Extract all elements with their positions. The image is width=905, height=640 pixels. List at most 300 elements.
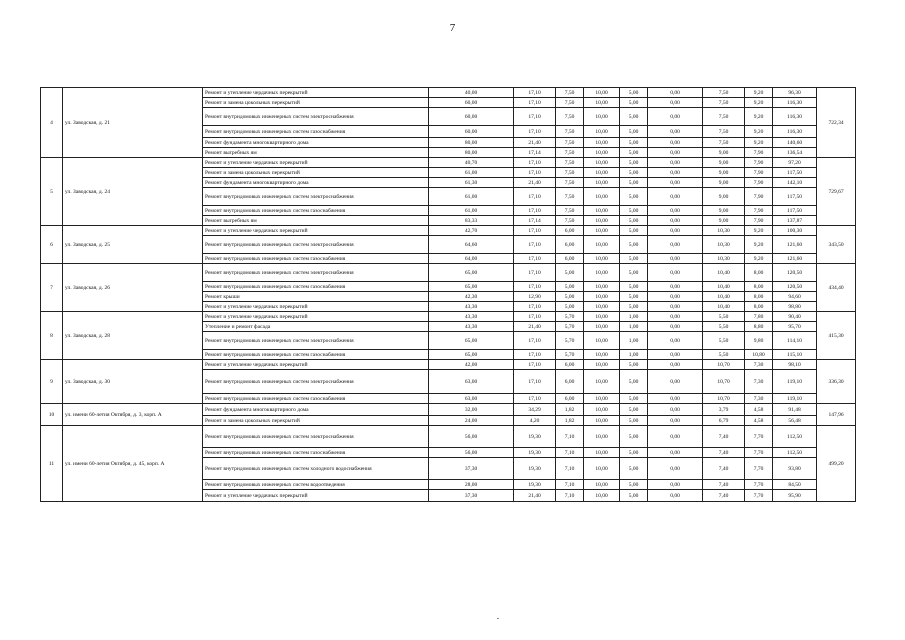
value-cell: 5,00 <box>620 138 648 148</box>
value-cell: 100,30 <box>773 226 817 236</box>
work-type-cell: Ремонт внутридомовых инженерных систем электроснабжения <box>203 108 429 126</box>
value-cell: 0,00 <box>648 216 703 226</box>
value-cell: 10,00 <box>584 98 620 108</box>
work-type-cell: Ремонт внутридомовых инженерных систем газоснабжения <box>203 448 429 458</box>
value-cell: 10,00 <box>584 254 620 264</box>
value-cell: 93,80 <box>773 458 817 480</box>
value-cell: 7,10 <box>556 490 584 502</box>
table-row <box>41 88 856 98</box>
value-cell: 9,80 <box>745 332 773 350</box>
value-cell: 10,00 <box>584 206 620 216</box>
value-cell: 21,40 <box>514 322 556 332</box>
value-cell: 17,10 <box>514 88 556 98</box>
value-cell: 21,40 <box>514 138 556 148</box>
value-cell: 10,00 <box>584 226 620 236</box>
table-row <box>41 264 856 282</box>
row-number: 6 <box>41 226 63 264</box>
value-cell: 0,00 <box>648 168 703 178</box>
house-total-cell: 147,96 <box>817 404 856 426</box>
value-cell: 5,00 <box>556 282 584 292</box>
value-cell: 0,00 <box>648 188 703 206</box>
value-cell: 56,00 <box>429 426 514 448</box>
work-type-cell: Ремонт внутридомовых инженерных систем газоснабжения <box>203 254 429 264</box>
value-cell: 10,00 <box>584 216 620 226</box>
work-type-cell: Ремонт фундамента многоквартирного дома <box>203 404 429 416</box>
work-type-cell: Ремонт и утепление чердачных перекрытий <box>203 360 429 370</box>
value-cell: 80,00 <box>429 138 514 148</box>
value-cell: 0,00 <box>648 448 703 458</box>
house-total-cell: 434,40 <box>817 264 856 312</box>
value-cell: 5,00 <box>620 404 648 416</box>
value-cell: 17,10 <box>514 282 556 292</box>
value-cell: 4,58 <box>745 416 773 426</box>
value-cell: 5,00 <box>556 302 584 312</box>
value-cell: 95,90 <box>773 490 817 502</box>
value-cell: 6,00 <box>556 394 584 404</box>
value-cell: 121,60 <box>773 236 817 254</box>
value-cell: 10,00 <box>584 458 620 480</box>
value-cell: 0,00 <box>648 138 703 148</box>
value-cell: 5,00 <box>556 264 584 282</box>
value-cell: 60,00 <box>429 98 514 108</box>
value-cell: 0,00 <box>648 370 703 394</box>
value-cell: 0,00 <box>648 264 703 282</box>
value-cell: 10,00 <box>584 292 620 302</box>
value-cell: 10,00 <box>584 282 620 292</box>
value-cell: 5,70 <box>556 322 584 332</box>
value-cell: 0,00 <box>648 312 703 322</box>
value-cell: 61,00 <box>429 188 514 206</box>
value-cell: 17,10 <box>514 332 556 350</box>
value-cell: 7,40 <box>703 426 745 448</box>
value-cell: 7,90 <box>745 206 773 216</box>
value-cell: 5,00 <box>620 126 648 138</box>
table-row <box>41 226 856 236</box>
value-cell: 7,70 <box>745 448 773 458</box>
value-cell: 17,10 <box>514 158 556 168</box>
value-cell: 0,00 <box>648 206 703 216</box>
value-cell: 7,70 <box>745 490 773 502</box>
value-cell: 56,00 <box>429 448 514 458</box>
value-cell: 9,00 <box>703 188 745 206</box>
value-cell: 10,00 <box>584 178 620 188</box>
value-cell: 10,00 <box>584 350 620 360</box>
value-cell: 1,82 <box>556 416 584 426</box>
value-cell: 4,20 <box>514 416 556 426</box>
value-cell: 5,00 <box>620 98 648 108</box>
value-cell: 17,10 <box>514 168 556 178</box>
work-type-cell: Ремонт внутридомовых инженерных систем водоотведения <box>203 480 429 490</box>
value-cell: 5,00 <box>620 88 648 98</box>
value-cell: 10,30 <box>703 236 745 254</box>
value-cell: 63,00 <box>429 394 514 404</box>
value-cell: 5,00 <box>620 226 648 236</box>
row-number: 9 <box>41 360 63 404</box>
value-cell: 5,00 <box>620 108 648 126</box>
table-row <box>41 312 856 322</box>
value-cell: 60,00 <box>429 126 514 138</box>
value-cell: 10,00 <box>584 332 620 350</box>
value-cell: 0,00 <box>648 292 703 302</box>
value-cell: 5,00 <box>620 426 648 448</box>
value-cell: 6,00 <box>556 226 584 236</box>
value-cell: 117,50 <box>773 188 817 206</box>
value-cell: 7,90 <box>745 158 773 168</box>
value-cell: 1,00 <box>620 322 648 332</box>
value-cell: 19,30 <box>514 426 556 448</box>
value-cell: 43,30 <box>429 312 514 322</box>
value-cell: 6,00 <box>556 254 584 264</box>
value-cell: 17,10 <box>514 370 556 394</box>
value-cell: 7,90 <box>745 216 773 226</box>
value-cell: 17,10 <box>514 350 556 360</box>
value-cell: 94,60 <box>773 292 817 302</box>
value-cell: 98,80 <box>773 302 817 312</box>
value-cell: 10,00 <box>584 168 620 178</box>
value-cell: 6,79 <box>703 416 745 426</box>
value-cell: 5,00 <box>556 292 584 302</box>
value-cell: 37,30 <box>429 490 514 502</box>
value-cell: 7,40 <box>703 480 745 490</box>
value-cell: 60,00 <box>429 108 514 126</box>
value-cell: 0,00 <box>648 426 703 448</box>
work-type-cell: Ремонт внутридомовых инженерных систем электроснабжения <box>203 332 429 350</box>
value-cell: 7,10 <box>556 426 584 448</box>
value-cell: 114,10 <box>773 332 817 350</box>
value-cell: 5,00 <box>620 148 648 158</box>
value-cell: 17,10 <box>514 394 556 404</box>
row-number: 5 <box>41 158 63 226</box>
value-cell: 7,70 <box>745 426 773 448</box>
value-cell: 117,50 <box>773 206 817 216</box>
value-cell: 10,30 <box>703 226 745 236</box>
work-type-cell: Ремонт фундамента многоквартирного дома <box>203 138 429 148</box>
house-total-cell: 336,30 <box>817 360 856 404</box>
house-total-cell: 499,20 <box>817 426 856 502</box>
value-cell: 137,87 <box>773 216 817 226</box>
row-number: 4 <box>41 88 63 158</box>
value-cell: 10,30 <box>703 254 745 264</box>
value-cell: 0,00 <box>648 282 703 292</box>
value-cell: 98,10 <box>773 360 817 370</box>
value-cell: 17,10 <box>514 360 556 370</box>
value-cell: 61,00 <box>429 168 514 178</box>
value-cell: 91,48 <box>773 404 817 416</box>
value-cell: 5,00 <box>620 480 648 490</box>
work-type-cell: Ремонт и утепление чердачных перекрытий <box>203 490 429 502</box>
value-cell: 10,00 <box>584 426 620 448</box>
row-number: 8 <box>41 312 63 360</box>
work-type-cell: Ремонт и утепление чердачных перекрытий <box>203 226 429 236</box>
value-cell: 10,00 <box>584 370 620 394</box>
value-cell: 5,00 <box>620 264 648 282</box>
value-cell: 8,80 <box>745 322 773 332</box>
value-cell: 7,50 <box>556 178 584 188</box>
value-cell: 6,00 <box>556 236 584 254</box>
value-cell: 10,40 <box>703 282 745 292</box>
value-cell: 7,10 <box>556 480 584 490</box>
value-cell: 10,70 <box>703 370 745 394</box>
value-cell: 10,00 <box>584 480 620 490</box>
value-cell: 65,00 <box>429 264 514 282</box>
value-cell: 7,50 <box>556 138 584 148</box>
value-cell: 61,00 <box>429 206 514 216</box>
value-cell: 10,00 <box>584 490 620 502</box>
work-type-cell: Ремонт и замена цокольных перекрытий <box>203 98 429 108</box>
value-cell: 6,00 <box>556 360 584 370</box>
value-cell: 112,50 <box>773 448 817 458</box>
value-cell: 0,00 <box>648 458 703 480</box>
value-cell: 10,00 <box>584 312 620 322</box>
value-cell: 7,50 <box>703 98 745 108</box>
work-type-cell: Ремонт фундамента многоквартирного дома <box>203 178 429 188</box>
value-cell: 0,00 <box>648 490 703 502</box>
value-cell: 9,00 <box>703 158 745 168</box>
value-cell: 34,29 <box>514 404 556 416</box>
value-cell: 10,00 <box>584 148 620 158</box>
table-row <box>41 360 856 370</box>
value-cell: 24,00 <box>429 416 514 426</box>
value-cell: 1,00 <box>620 332 648 350</box>
value-cell: 6,00 <box>556 370 584 394</box>
value-cell: 5,50 <box>703 350 745 360</box>
value-cell: 7,50 <box>556 108 584 126</box>
value-cell: 0,00 <box>648 416 703 426</box>
value-cell: 40,70 <box>429 158 514 168</box>
row-number: 10 <box>41 404 63 426</box>
value-cell: 9,20 <box>745 126 773 138</box>
value-cell: 7,50 <box>556 216 584 226</box>
value-cell: 10,80 <box>745 350 773 360</box>
value-cell: 40,00 <box>429 88 514 98</box>
value-cell: 0,00 <box>648 360 703 370</box>
value-cell: 9,20 <box>745 98 773 108</box>
value-cell: 7,50 <box>703 88 745 98</box>
value-cell: 7,50 <box>556 206 584 216</box>
value-cell: 5,00 <box>620 370 648 394</box>
value-cell: 5,00 <box>620 360 648 370</box>
work-type-cell: Ремонт и утепление чердачных перекрытий <box>203 88 429 98</box>
value-cell: 9,20 <box>745 236 773 254</box>
value-cell: 17,10 <box>514 206 556 216</box>
value-cell: 117,50 <box>773 168 817 178</box>
value-cell: 42,30 <box>429 292 514 302</box>
value-cell: 8,00 <box>745 302 773 312</box>
row-number: 7 <box>41 264 63 312</box>
value-cell: 95,70 <box>773 322 817 332</box>
value-cell: 5,00 <box>620 216 648 226</box>
work-type-cell: Ремонт внутридомовых инженерных систем газоснабжения <box>203 394 429 404</box>
work-type-cell: Ремонт крыши <box>203 292 429 302</box>
value-cell: 10,00 <box>584 138 620 148</box>
value-cell: 115,10 <box>773 350 817 360</box>
value-cell: 56,48 <box>773 416 817 426</box>
work-type-cell: Ремонт внутридомовых инженерных систем электроснабжения <box>203 264 429 282</box>
work-type-cell: Утепление и ремонт фасада <box>203 322 429 332</box>
value-cell: 10,40 <box>703 302 745 312</box>
work-type-cell: Ремонт внутридомовых инженерных систем электроснабжения <box>203 370 429 394</box>
value-cell: 65,00 <box>429 282 514 292</box>
value-cell: 7,50 <box>556 168 584 178</box>
value-cell: 136,54 <box>773 148 817 158</box>
address-cell: ул. Заводская, д. 26 <box>63 264 203 312</box>
value-cell: 17,10 <box>514 302 556 312</box>
scan-speck <box>497 618 499 619</box>
value-cell: 112,50 <box>773 426 817 448</box>
value-cell: 5,70 <box>556 350 584 360</box>
value-cell: 17,10 <box>514 98 556 108</box>
value-cell: 7,90 <box>745 178 773 188</box>
value-cell: 7,50 <box>703 138 745 148</box>
value-cell: 5,70 <box>556 332 584 350</box>
value-cell: 10,70 <box>703 360 745 370</box>
value-cell: 10,40 <box>703 292 745 302</box>
value-cell: 7,50 <box>556 158 584 168</box>
value-cell: 9,20 <box>745 108 773 126</box>
value-cell: 42,70 <box>429 226 514 236</box>
work-type-cell: Ремонт внутридомовых инженерных систем электроснабжения <box>203 426 429 448</box>
work-type-cell: Ремонт выгребных ям <box>203 216 429 226</box>
value-cell: 5,00 <box>620 188 648 206</box>
value-cell: 5,00 <box>620 168 648 178</box>
value-cell: 43,30 <box>429 302 514 312</box>
value-cell: 5,50 <box>703 332 745 350</box>
value-cell: 5,50 <box>703 322 745 332</box>
work-type-cell: Ремонт и утепление чердачных перекрытий <box>203 302 429 312</box>
value-cell: 12,90 <box>514 292 556 302</box>
value-cell: 10,00 <box>584 322 620 332</box>
value-cell: 120,50 <box>773 264 817 282</box>
work-type-cell: Ремонт внутридомовых инженерных систем газоснабжения <box>203 282 429 292</box>
value-cell: 9,20 <box>745 254 773 264</box>
value-cell: 17,10 <box>514 108 556 126</box>
value-cell: 7,30 <box>745 370 773 394</box>
value-cell: 1,00 <box>620 312 648 322</box>
address-cell: ул. имени 60-летия Октября, д. 3, корп. А <box>63 404 203 426</box>
value-cell: 4,58 <box>745 404 773 416</box>
value-cell: 7,30 <box>745 360 773 370</box>
value-cell: 83,33 <box>429 216 514 226</box>
value-cell: 7,50 <box>703 126 745 138</box>
value-cell: 10,00 <box>584 188 620 206</box>
value-cell: 43,30 <box>429 322 514 332</box>
value-cell: 0,00 <box>648 178 703 188</box>
value-cell: 10,00 <box>584 302 620 312</box>
value-cell: 5,00 <box>620 236 648 254</box>
repair-cost-table <box>40 87 856 502</box>
value-cell: 10,00 <box>584 236 620 254</box>
value-cell: 61,30 <box>429 178 514 188</box>
value-cell: 0,00 <box>648 404 703 416</box>
value-cell: 17,10 <box>514 126 556 138</box>
value-cell: 0,00 <box>648 302 703 312</box>
value-cell: 9,00 <box>703 178 745 188</box>
value-cell: 10,70 <box>703 394 745 404</box>
value-cell: 9,20 <box>745 226 773 236</box>
value-cell: 7,50 <box>556 148 584 158</box>
value-cell: 7,90 <box>745 148 773 158</box>
page-number: 7 <box>449 22 456 34</box>
value-cell: 7,70 <box>745 480 773 490</box>
value-cell: 116,30 <box>773 98 817 108</box>
value-cell: 5,00 <box>620 490 648 502</box>
value-cell: 0,00 <box>648 236 703 254</box>
table-row <box>41 158 856 168</box>
value-cell: 140,60 <box>773 138 817 148</box>
value-cell: 116,30 <box>773 108 817 126</box>
value-cell: 64,60 <box>429 236 514 254</box>
value-cell: 5,00 <box>620 206 648 216</box>
value-cell: 5,00 <box>620 158 648 168</box>
value-cell: 5,00 <box>620 254 648 264</box>
house-total-cell: 729,67 <box>817 158 856 226</box>
value-cell: 17,14 <box>514 216 556 226</box>
work-type-cell: Ремонт внутридомовых инженерных систем газоснабжения <box>203 126 429 138</box>
value-cell: 28,00 <box>429 480 514 490</box>
value-cell: 19,30 <box>514 480 556 490</box>
value-cell: 8,00 <box>745 282 773 292</box>
value-cell: 10,00 <box>584 264 620 282</box>
value-cell: 120,50 <box>773 282 817 292</box>
table-body <box>41 88 856 502</box>
value-cell: 84,50 <box>773 480 817 490</box>
value-cell: 7,40 <box>703 490 745 502</box>
value-cell: 10,00 <box>584 416 620 426</box>
address-cell: ул. Заводская, д. 25 <box>63 226 203 264</box>
value-cell: 0,00 <box>648 322 703 332</box>
value-cell: 7,40 <box>703 458 745 480</box>
value-cell: 32,00 <box>429 404 514 416</box>
address-cell: ул. Заводская, д. 30 <box>63 360 203 404</box>
address-cell: ул. Заводская, д. 24 <box>63 158 203 226</box>
value-cell: 0,00 <box>648 350 703 360</box>
value-cell: 7,90 <box>745 188 773 206</box>
value-cell: 7,50 <box>556 126 584 138</box>
value-cell: 7,10 <box>556 448 584 458</box>
value-cell: 37,30 <box>429 458 514 480</box>
value-cell: 5,70 <box>556 312 584 322</box>
value-cell: 19,30 <box>514 458 556 480</box>
value-cell: 65,00 <box>429 332 514 350</box>
value-cell: 5,00 <box>620 416 648 426</box>
value-cell: 121,60 <box>773 254 817 264</box>
value-cell: 1,82 <box>556 404 584 416</box>
house-total-cell: 343,50 <box>817 226 856 264</box>
value-cell: 21,40 <box>514 178 556 188</box>
work-type-cell: Ремонт внутридомовых инженерных систем электроснабжения <box>203 188 429 206</box>
value-cell: 5,00 <box>620 302 648 312</box>
value-cell: 9,20 <box>745 88 773 98</box>
value-cell: 119,10 <box>773 394 817 404</box>
value-cell: 10,00 <box>584 360 620 370</box>
value-cell: 0,00 <box>648 148 703 158</box>
value-cell: 8,00 <box>745 292 773 302</box>
work-type-cell: Ремонт и утепление чердачных перекрытий <box>203 312 429 322</box>
value-cell: 5,00 <box>620 178 648 188</box>
address-cell: ул. Заводская, д. 28 <box>63 312 203 360</box>
value-cell: 63,00 <box>429 370 514 394</box>
value-cell: 7,70 <box>745 458 773 480</box>
value-cell: 21,40 <box>514 490 556 502</box>
value-cell: 17,10 <box>514 226 556 236</box>
value-cell: 17,10 <box>514 312 556 322</box>
value-cell: 17,14 <box>514 148 556 158</box>
value-cell: 7,90 <box>745 168 773 178</box>
value-cell: 116,30 <box>773 126 817 138</box>
value-cell: 90,40 <box>773 312 817 322</box>
value-cell: 0,00 <box>648 158 703 168</box>
value-cell: 42,00 <box>429 360 514 370</box>
